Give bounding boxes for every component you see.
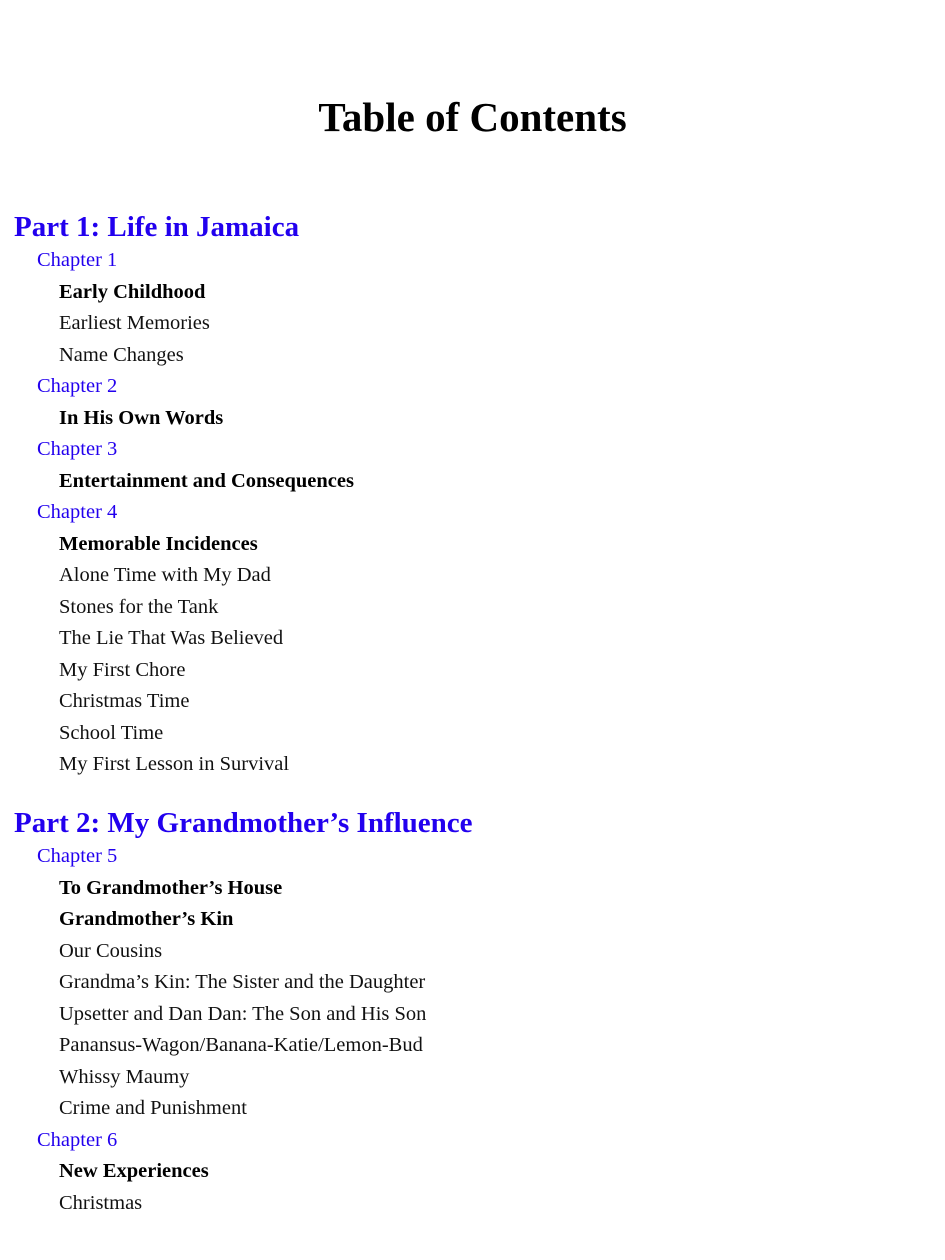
section-item: The Lie That Was Believed [59, 627, 284, 649]
chapter-3-link[interactable]: Chapter 3 [37, 438, 118, 460]
chapter-5-link[interactable]: Chapter 5 [37, 845, 118, 867]
section-item: My First Lesson in Survival [59, 753, 290, 775]
section-item: School Time [59, 721, 164, 744]
section-item: Grandma’s Kin: The Sister and the Daughter [59, 971, 426, 993]
section-heading: In His Own Words [59, 406, 224, 429]
section-item: Our Cousins [59, 939, 163, 962]
part-1-link[interactable]: Part 1: Life in Jamaica [14, 211, 300, 243]
part-2-link[interactable]: Part 2: My Grandmother’s Influence [14, 807, 473, 839]
section-item: Alone Time with My Dad [59, 564, 271, 586]
section-heading: Early Childhood [59, 280, 206, 303]
toc-part-2 [0, 805, 945, 1219]
section-item: Earliest Memories [59, 312, 210, 334]
section-item: Whissy Maumy [59, 1065, 190, 1088]
section-heading: Entertainment and Consequences [59, 469, 354, 492]
page-title: Table of Contents [318, 94, 627, 140]
chapter-1-link[interactable]: Chapter 1 [37, 249, 118, 271]
section-item: Stones for the Tank [59, 595, 219, 618]
chapter-2-link[interactable]: Chapter 2 [37, 375, 118, 397]
section-item: My First Chore [59, 658, 186, 681]
section-heading: Memorable Incidences [59, 532, 258, 555]
section-item: Upsetter and Dan Dan: The Son and His Son [59, 1002, 427, 1025]
chapter-6-link[interactable]: Chapter 6 [37, 1128, 118, 1151]
section-item: Panansus-Wagon/Banana-Katie/Lemon-Bud [59, 1034, 423, 1056]
chapter-4-link[interactable]: Chapter 4 [37, 501, 118, 523]
section-heading: Grandmother’s Kin [59, 908, 234, 930]
section-item: Christmas [59, 1191, 143, 1214]
section-heading: To Grandmother’s House [59, 876, 283, 899]
section-item: Christmas Time [59, 690, 190, 712]
section-item: Crime and Punishment [59, 1097, 247, 1119]
toc-part-1 [0, 209, 945, 781]
section-heading: New Experiences [59, 1160, 209, 1182]
section-item: Name Changes [59, 343, 184, 366]
